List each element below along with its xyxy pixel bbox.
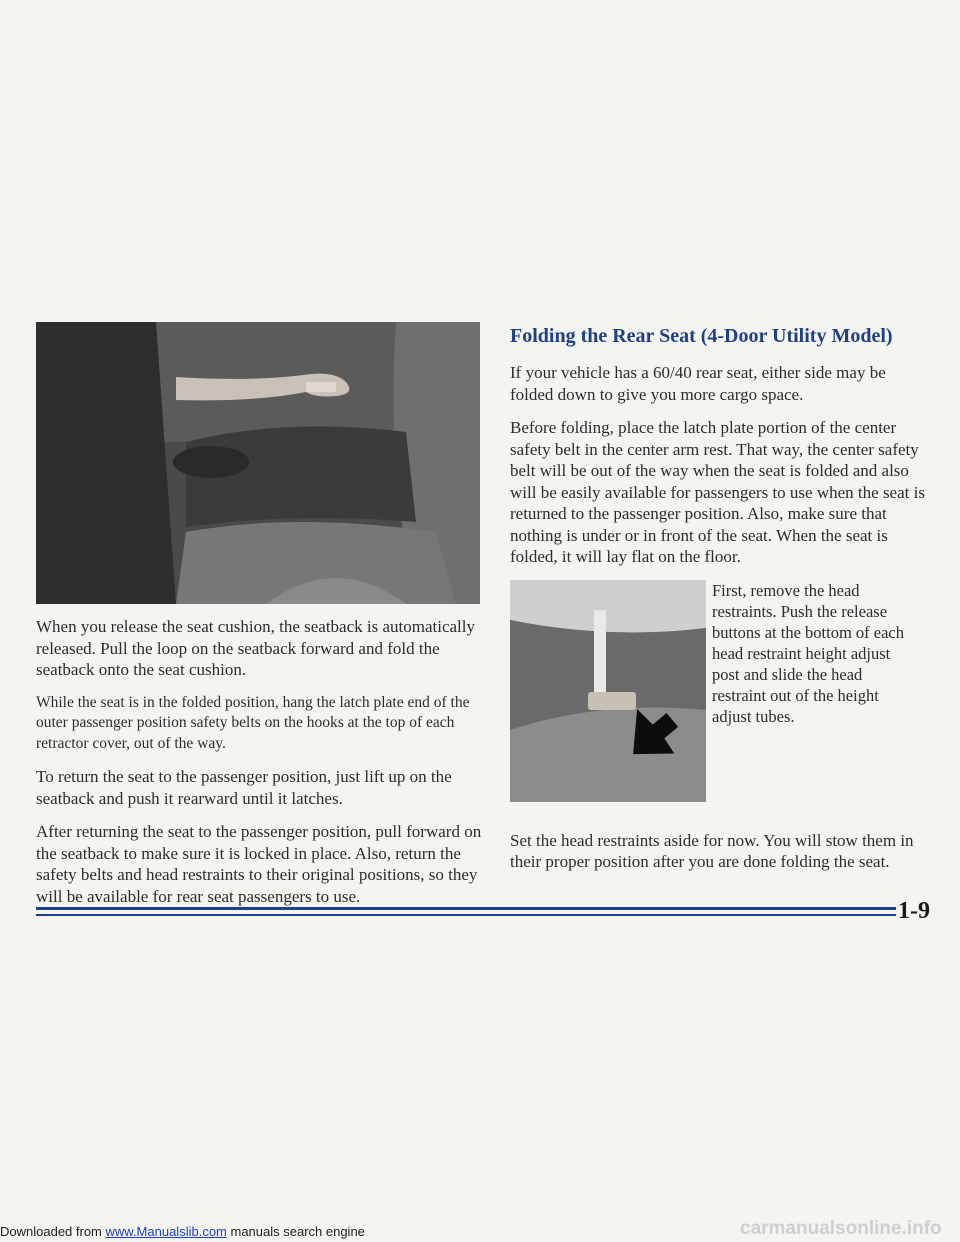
right-column [510,324,928,885]
left-column [36,616,486,919]
figure-caption: First, remove the head restraints. Push the release buttons at the bottom of each head restraint height adjust post and slide the head restraint out of the height adjust tubes. [712,580,904,726]
download-footer [0,1224,365,1239]
footer-suffix: manuals search engine [226,1224,365,1239]
seat-release-illustration [36,322,480,604]
footer-prefix: Downloaded from [0,1224,106,1239]
head-restraint-photo [510,580,706,802]
paragraph-set-aside: Set the head restraints aside for now. You will stow them in their proper position after you are done folding the seat. [510,830,914,871]
head-restraint-illustration [510,580,706,802]
head-restraint-figure [510,580,928,810]
paragraph-before-folding: Before folding, place the latch plate portion of the center safety belt in the center arm rest. That way, the center safety belt will be out of the way when the seat is folded and also will be easily available for passengers to use when the seat is returned to the passenger position. Also, make sure that nothing is under or in front of the seat. When the seat is folded, it will lay flat on the floor. [510,418,925,566]
watermark: carmanualsonline.info [740,1218,942,1239]
seat-release-photo [36,322,480,604]
paragraph-return-seat: To return the seat to the passenger position, just lift up on the seatback and push it rearward until it latches. [36,767,452,808]
footer-rule-thick [36,907,896,910]
paragraph-60-40-seat: If your vehicle has a 60/40 rear seat, either side may be folded down to give you more cargo space. [510,363,886,404]
figure-caption-block [712,580,918,739]
paragraph-hang-latch: While the seat is in the folded position, hang the latch plate end of the outer passenger position safety belts on the hooks at the top of each retractor cover, out of the way. [36,693,470,752]
page-number: 1-9 [898,898,930,924]
section-heading: Folding the Rear Seat (4-Door Utility Model) [510,325,893,347]
manualslib-link[interactable]: www.Manualslib.com [105,1224,227,1239]
paragraph-release-seat: When you release the seat cushion, the seatback is automatically released. Pull the loop on the seatback forward and fold the seatback onto the seat cushion. [36,617,476,679]
paragraph-after-returning: After returning the seat to the passenger position, pull forward on the seatback to make sure it is locked in place. Also, return the safety belts and head restraints to their original positions, so they will be available for rear seat passengers to use. [36,822,482,906]
footer-rule-thin [36,914,896,916]
